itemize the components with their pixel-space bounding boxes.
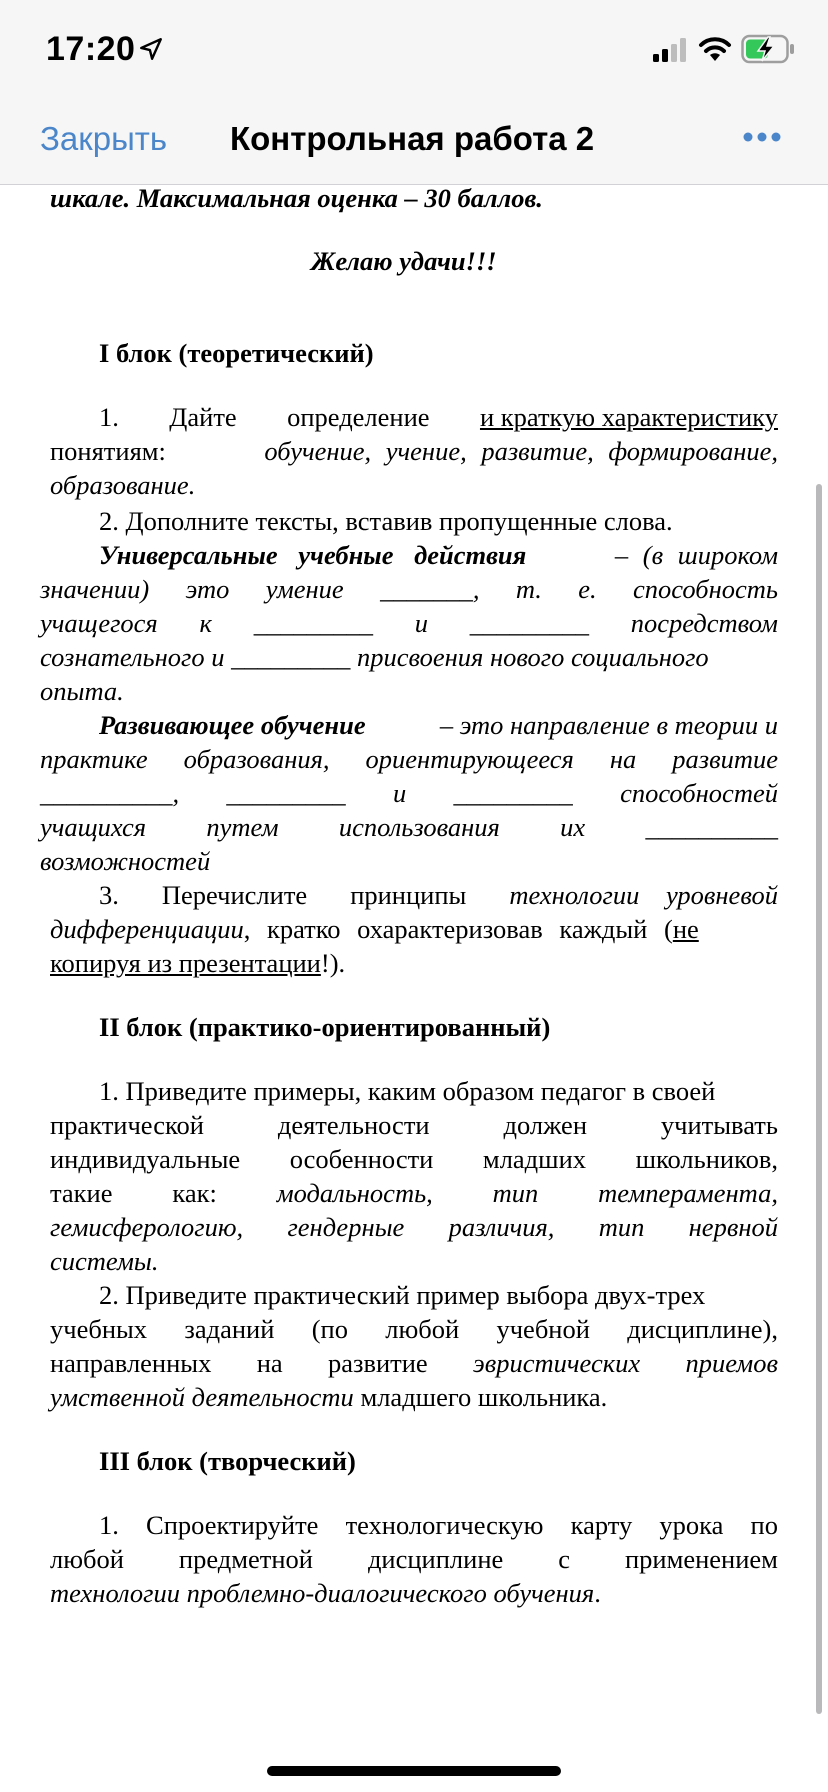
q1-line2-a: понятиям: bbox=[50, 436, 166, 466]
status-time: 17:20 bbox=[46, 30, 136, 68]
dev-l3-w: способностей bbox=[620, 778, 778, 808]
block2-q1-line1: 1. Приведите примеры, каким образом педагог в своей bbox=[99, 1076, 716, 1106]
b3q1-w: 1. bbox=[99, 1510, 119, 1540]
block3-heading: III блок (творческий) bbox=[99, 1446, 356, 1476]
wish-line: Желаю удачи!!! bbox=[311, 246, 497, 276]
dev-l3-w: и bbox=[392, 778, 407, 808]
b2q2-w: (по bbox=[311, 1314, 348, 1344]
q1-underlined: и краткую характеристику bbox=[479, 402, 778, 432]
b2q1-w: младших bbox=[482, 1144, 586, 1174]
b2q1-w: особенности bbox=[289, 1144, 434, 1174]
b3q1-end: . bbox=[594, 1578, 601, 1608]
b3q1-w: применением bbox=[624, 1544, 778, 1574]
uud-line4: сознательного и _________ присвоения нового социального bbox=[40, 642, 709, 672]
dev-l4-w: путем bbox=[206, 812, 279, 842]
uud-l3-w: к bbox=[199, 608, 212, 638]
b2q2-w: дисциплине), bbox=[627, 1314, 778, 1344]
battery-charging-icon bbox=[741, 34, 795, 64]
q3-italic-2: дифференциации bbox=[50, 914, 244, 944]
q3-underlined-a: не bbox=[672, 914, 699, 944]
uud-line1 bbox=[99, 538, 778, 572]
status-bar bbox=[0, 0, 828, 90]
dev-l4-blank: __________ bbox=[645, 812, 778, 842]
home-indicator[interactable] bbox=[267, 1766, 561, 1776]
page-title: Контрольная работа 2 bbox=[230, 120, 595, 157]
uud-line2 bbox=[40, 572, 778, 606]
b2q2-w: учебной bbox=[496, 1314, 590, 1344]
dev-l4-w: использования bbox=[338, 812, 500, 842]
block1-q3-line2 bbox=[50, 912, 778, 946]
navigation-bar bbox=[0, 90, 828, 185]
uud-line1-rest: – (в широком bbox=[614, 540, 778, 570]
b3q1-w: любой bbox=[50, 1544, 124, 1574]
b3q1-w: урока bbox=[659, 1510, 724, 1540]
dev-l3-blank: __________, bbox=[40, 778, 180, 808]
block2-q1-line6: системы. bbox=[50, 1246, 159, 1276]
dev-line2 bbox=[40, 742, 778, 776]
wifi-icon bbox=[697, 34, 733, 62]
b2q2-w: заданий bbox=[184, 1314, 275, 1344]
dev-term: Развивающее обучение bbox=[99, 710, 366, 740]
block3-q1-line2 bbox=[50, 1542, 778, 1576]
uud-term: Универсальные учебные действия bbox=[99, 540, 527, 570]
b2q1-italic: гендерные bbox=[287, 1212, 405, 1242]
b2q1-w: школьников, bbox=[635, 1144, 778, 1174]
more-options-icon[interactable] bbox=[742, 120, 782, 154]
b2q1-w: как: bbox=[172, 1178, 217, 1208]
block2-q2-line1: 2. Приведите практический пример выбора двух-трех bbox=[99, 1280, 706, 1310]
intro-tail: шкале. Максимальная оценка – 30 баллов. bbox=[50, 185, 543, 213]
uud-line3 bbox=[40, 606, 778, 640]
b2q2-w: на bbox=[256, 1348, 283, 1378]
uud-l3-w: учащегося bbox=[40, 608, 158, 638]
dev-l2-w: образования, bbox=[183, 744, 330, 774]
q1-num: 1. bbox=[99, 402, 119, 432]
b2q1-w: деятельности bbox=[277, 1110, 430, 1140]
b3q1-w: карту bbox=[570, 1510, 633, 1540]
block1-q1-line3: образование. bbox=[50, 470, 196, 500]
b2q1-w: учитывать bbox=[660, 1110, 778, 1140]
block1-q1-line2 bbox=[50, 434, 778, 468]
block3-q1-line3 bbox=[50, 1576, 601, 1610]
b2q2-italic: умственной деятельности bbox=[50, 1382, 354, 1412]
uud-l2-w: способность bbox=[633, 574, 778, 604]
block2-q1-line4 bbox=[50, 1176, 778, 1210]
block2-q2-line2 bbox=[50, 1312, 778, 1346]
block2-q1-line5 bbox=[50, 1210, 778, 1244]
b3q1-w: с bbox=[558, 1544, 570, 1574]
uud-l3-blank: _________ bbox=[469, 608, 589, 638]
b2q2-w: учебных bbox=[50, 1314, 148, 1344]
block1-q3-line1 bbox=[99, 878, 778, 912]
dev-line5: возможностей bbox=[40, 846, 211, 876]
q3-text: , кратко охарактеризовав каждый ( bbox=[243, 914, 673, 944]
b2q1-w: должен bbox=[503, 1110, 587, 1140]
q1-word1: Дайте bbox=[169, 402, 237, 432]
dev-line3 bbox=[40, 776, 778, 810]
uud-l2-w: умение bbox=[265, 574, 344, 604]
document-view[interactable] bbox=[0, 185, 828, 1785]
q3-w: Перечислите bbox=[161, 880, 308, 910]
b3q1-w: технологическую bbox=[345, 1510, 544, 1540]
q3-num: 3. bbox=[99, 880, 119, 910]
scrollbar[interactable] bbox=[816, 484, 822, 1714]
dev-l3-blank: _________ bbox=[226, 778, 346, 808]
uud-l2-w: значении) bbox=[40, 574, 150, 604]
dev-l2-w: практике bbox=[40, 744, 148, 774]
q3-italic: технологии уровневой bbox=[509, 880, 778, 910]
b2q2-text: младшего школьника. bbox=[353, 1382, 608, 1412]
b3q1-w: по bbox=[750, 1510, 778, 1540]
block1-q3-line3 bbox=[50, 946, 345, 980]
block2-heading: II блок (практико-ориентированный) bbox=[99, 1012, 551, 1042]
b2q2-italic: приемов bbox=[685, 1348, 778, 1378]
block2-q2-line3 bbox=[50, 1346, 778, 1380]
b2q2-w: направленных bbox=[50, 1348, 212, 1378]
q1-word2: определение bbox=[287, 402, 430, 432]
uud-line5: опыта. bbox=[40, 676, 124, 706]
dev-l2-w: ориентирующееся bbox=[365, 744, 574, 774]
b2q2-italic: эвристических bbox=[473, 1348, 641, 1378]
b2q1-w: индивидуальные bbox=[50, 1144, 241, 1174]
b2q1-w: такие bbox=[50, 1178, 113, 1208]
dev-l2-w: на bbox=[609, 744, 637, 774]
block2-q2-line4 bbox=[50, 1380, 607, 1414]
dev-l4-w: их bbox=[560, 812, 586, 842]
uud-l3-blank: _________ bbox=[253, 608, 373, 638]
block3-q1-line1 bbox=[99, 1508, 778, 1542]
block2-q1-line3 bbox=[50, 1142, 778, 1176]
b2q1-italic: различия, bbox=[448, 1212, 555, 1242]
b3q1-w: дисциплине bbox=[367, 1544, 504, 1574]
b2q1-italic: нервной bbox=[688, 1212, 778, 1242]
b2q2-w: развитие bbox=[328, 1348, 428, 1378]
q3-end: !). bbox=[320, 948, 346, 978]
close-button[interactable]: Закрыть bbox=[40, 120, 168, 157]
dev-l3-blank: _________ bbox=[453, 778, 573, 808]
cellular-signal-icon bbox=[653, 38, 689, 62]
uud-l2-blank: _______, bbox=[380, 574, 480, 604]
b2q1-italic: темперамента, bbox=[598, 1178, 778, 1208]
b2q2-w: любой bbox=[385, 1314, 460, 1344]
b2q1-italic: тип bbox=[598, 1212, 645, 1242]
dev-line1 bbox=[99, 708, 778, 742]
uud-l3-w: и bbox=[414, 608, 428, 638]
dev-line4 bbox=[40, 810, 778, 844]
q1-line2-b: обучение, учение, развитие, формирование, bbox=[264, 436, 778, 466]
b3q1-w: Спроектируйте bbox=[146, 1510, 319, 1540]
b3q1-w: предметной bbox=[178, 1544, 313, 1574]
block1-q2-text: 2. Дополните тексты, вставив пропущенные слова. bbox=[99, 506, 673, 536]
block1-heading: I блок (теоретический) bbox=[99, 338, 374, 368]
b3q1-italic: технологии проблемно-диалогического обучения bbox=[50, 1578, 595, 1608]
uud-l2-w: е. bbox=[578, 574, 597, 604]
location-arrow-icon bbox=[138, 36, 164, 62]
b2q1-italic: модальность, bbox=[276, 1178, 433, 1208]
block1-q1-line1 bbox=[99, 400, 778, 434]
dev-l2-w: развитие bbox=[672, 744, 778, 774]
uud-l2-w: т. bbox=[515, 574, 542, 604]
uud-l3-w: посредством bbox=[630, 608, 778, 638]
b2q1-w: практической bbox=[50, 1110, 204, 1140]
dev-l4-w: учащихся bbox=[40, 812, 147, 842]
b2q1-italic: гемисферологию, bbox=[50, 1212, 244, 1242]
q3-underlined-b: копируя из презентации bbox=[50, 948, 321, 978]
q3-w: принципы bbox=[350, 880, 467, 910]
dev-line1-rest: – это направление в теории и bbox=[439, 710, 778, 740]
uud-l2-w: это bbox=[185, 574, 230, 604]
block2-q1-line2 bbox=[50, 1108, 778, 1142]
b2q1-italic: тип bbox=[492, 1178, 539, 1208]
